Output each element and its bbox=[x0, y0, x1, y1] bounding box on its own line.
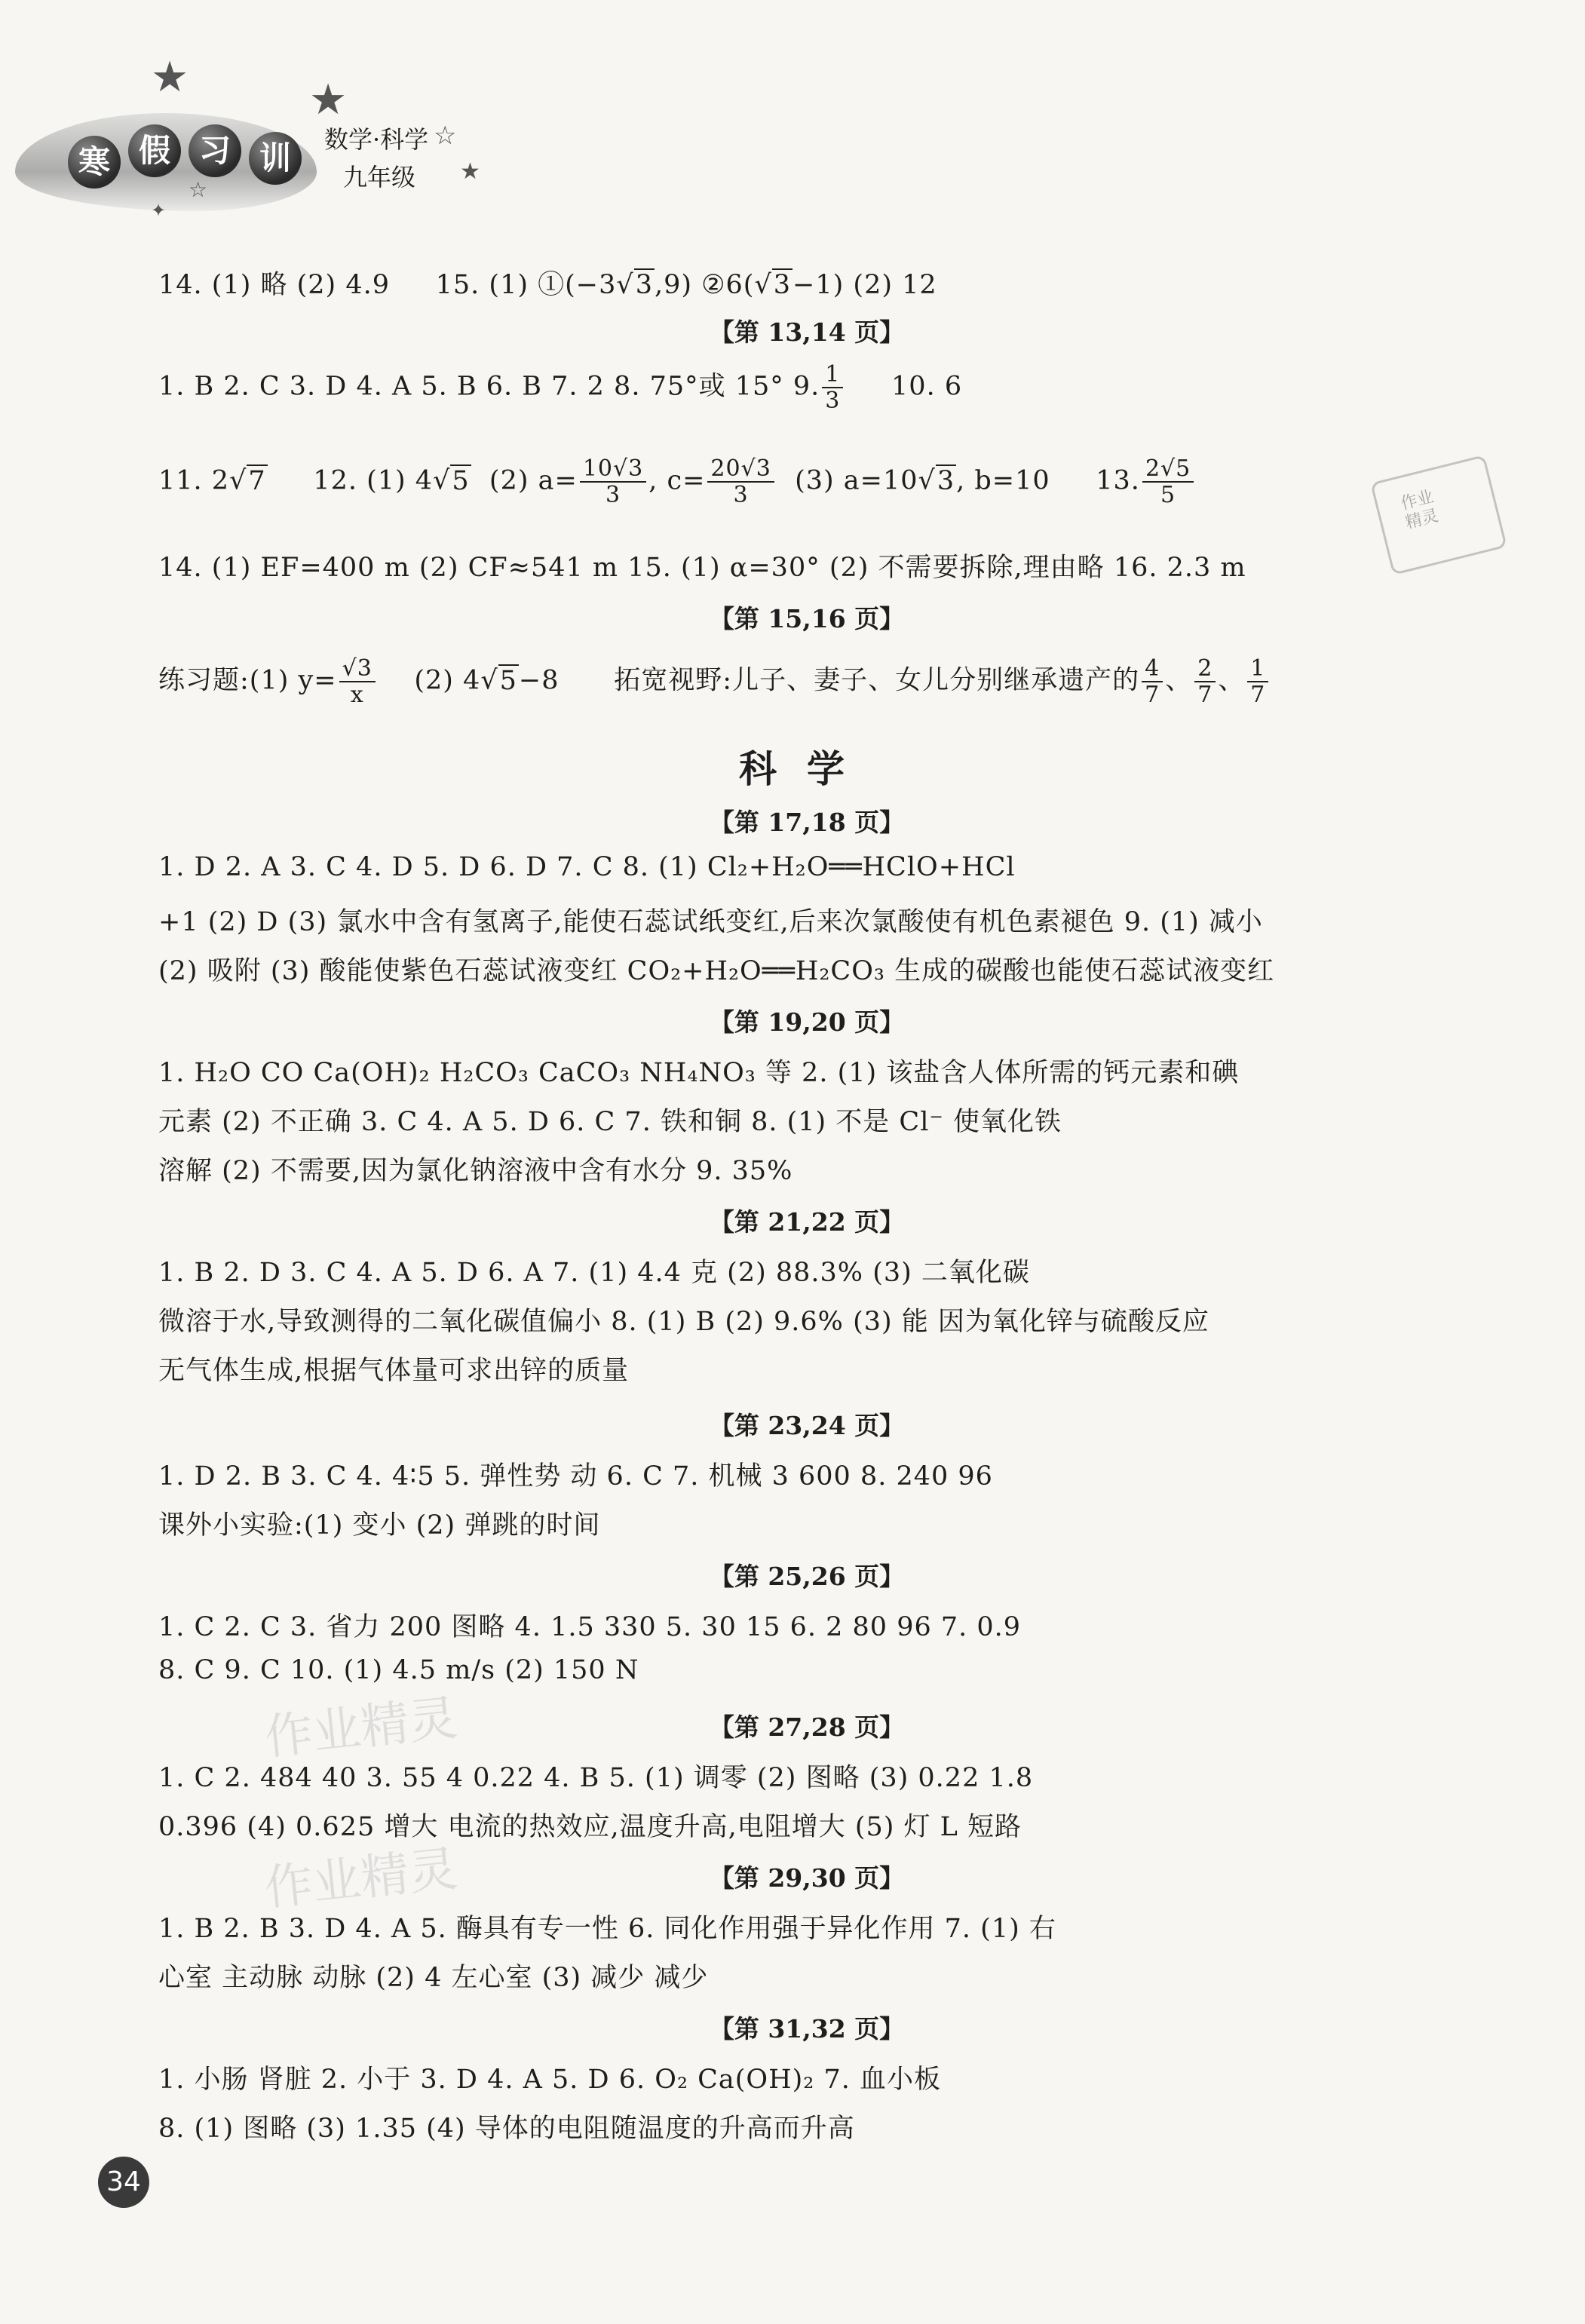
watermark: 作业精灵 bbox=[262, 1841, 460, 1918]
section-header: 【第 17,18 页】 bbox=[709, 808, 905, 837]
sci-line: (2) 吸附 (3) 酸能使紫色石蕊试液变红 CO₂+H₂O══H₂CO₃ 生成的碳酸也能使石蕊试液变红 bbox=[158, 956, 1275, 986]
star-icon: ★ bbox=[309, 75, 348, 124]
section-header: 【第 31,32 页】 bbox=[709, 2014, 905, 2043]
section-header: 【第 13,14 页】 bbox=[709, 317, 905, 347]
star-icon: ☆ bbox=[434, 121, 457, 151]
sci-line: 1. 小肠 肾脏 2. 小于 3. D 4. A 5. D 6. O₂ Ca(OH)₂ 7. 血小板 bbox=[158, 2065, 941, 2095]
badge-4: 训 bbox=[249, 132, 302, 185]
section-header: 【第 19,20 页】 bbox=[709, 1007, 905, 1037]
watermark: 作业精灵 bbox=[262, 1690, 460, 1767]
math-line-3: 11. 2√7 12. (1) 4√5 (2) a= $\frac{10√3}{3}$ , c= $\frac{20√3}{3}$ (3) a=10√3, b=10 13. $\frac{2√5}{5}$ bbox=[158, 456, 1196, 507]
sci-line: 心室 主动脉 动脉 (2) 4 左心室 (3) 减少 减少 bbox=[158, 1963, 709, 1993]
stamp-text: 作业 精灵 bbox=[1399, 487, 1441, 533]
math-line-5: 练习题:(1) y= $\frac{√3}{x}$ (2) 4√5−8 拓宽视野:儿子、妻子、女儿分别继承遗产的 $\frac{4}{7}$ 、 $\frac{2}{7}$ 、 $\frac{1}{7}$ bbox=[158, 656, 1271, 707]
math-line-1: 14. (1) 略 (2) 4.9 15. (1) ①(−3√3,9) ②6(√3−1) (2) 12 bbox=[158, 270, 937, 300]
badge-2: 假 bbox=[128, 124, 181, 177]
section-header: 【第 27,28 页】 bbox=[709, 1712, 905, 1742]
sci-line: 无气体生成,根据气体量可求出锌的质量 bbox=[158, 1356, 630, 1386]
header-grade: 九年级 bbox=[343, 163, 416, 192]
section-header: 【第 29,30 页】 bbox=[709, 1863, 905, 1893]
sci-line: 1. D 2. A 3. C 4. D 5. D 6. D 7. C 8. (1) Cl₂+H₂O══HClO+HCl bbox=[158, 852, 1016, 882]
sci-line: 微溶于水,导致测得的二氧化碳值偏小 8. (1) B (2) 9.6% (3) 能 因为氧化锌与硫酸反应 bbox=[158, 1307, 1209, 1337]
sci-line: 1. B 2. B 3. D 4. A 5. 酶具有专一性 6. 同化作用强于异化作用 7. (1) 右 bbox=[158, 1914, 1056, 1944]
header-subject: 数学·科学 bbox=[324, 125, 429, 154]
star-icon: ★ bbox=[151, 53, 189, 102]
sci-line: 0.396 (4) 0.625 增大 电流的热效应,温度升高,电阻增大 (5) 灯 L 短路 bbox=[158, 1812, 1022, 1842]
section-header: 【第 15,16 页】 bbox=[709, 604, 905, 633]
sci-line: 8. C 9. C 10. (1) 4.5 m/s (2) 150 N bbox=[158, 1655, 639, 1685]
math-line-2: 1. B 2. C 3. D 4. A 5. B 6. B 7. 2 8. 75°或 15° 9. $\frac{1}{3}$ 10. 6 bbox=[158, 361, 963, 414]
sci-line: 溶解 (2) 不需要,因为氯化钠溶液中含有水分 9. 35% bbox=[158, 1156, 793, 1186]
sci-line: +1 (2) D (3) 氯水中含有氢离子,能使石蕊试纸变红,后来次氯酸使有机色素褪色 9. (1) 减小 bbox=[158, 907, 1263, 937]
page-number: 34 bbox=[98, 2157, 149, 2208]
math-line-4: 14. (1) EF=400 m (2) CF≈541 m 15. (1) α=30° (2) 不需要拆除,理由略 16. 2.3 m bbox=[158, 553, 1246, 583]
sci-line: 1. C 2. C 3. 省力 200 图略 4. 1.5 330 5. 30 15 6. 2 80 96 7. 0.9 bbox=[158, 1612, 1022, 1642]
sci-line: 课外小实验:(1) 变小 (2) 弹跳的时间 bbox=[158, 1510, 601, 1541]
sci-line: 8. (1) 图略 (3) 1.35 (4) 导体的电阻随温度的升高而升高 bbox=[158, 2114, 855, 2144]
sci-line: 1. C 2. 484 40 3. 55 4 0.22 4. B 5. (1) 调零 (2) 图略 (3) 0.22 1.8 bbox=[158, 1763, 1034, 1793]
section-header: 【第 23,24 页】 bbox=[709, 1411, 905, 1440]
star-icon: ✦ bbox=[151, 200, 167, 221]
sci-line: 1. H₂O CO Ca(OH)₂ H₂CO₃ CaCO₃ NH₄NO₃ 等 2. (1) 该盐含人体所需的钙元素和碘 bbox=[158, 1058, 1240, 1088]
badge-1: 寒 bbox=[68, 136, 121, 189]
star-icon: ★ bbox=[460, 158, 480, 185]
sci-line: 1. B 2. D 3. C 4. A 5. D 6. A 7. (1) 4.4 克 (2) 88.3% (3) 二氧化碳 bbox=[158, 1258, 1030, 1288]
section-header: 【第 21,22 页】 bbox=[709, 1207, 905, 1237]
stamp-logo bbox=[1370, 455, 1507, 575]
sci-line: 1. D 2. B 3. C 4. 4∶5 5. 弹性势 动 6. C 7. 机械 3 600 8. 240 96 bbox=[158, 1461, 993, 1492]
sci-line: 元素 (2) 不正确 3. C 4. A 5. D 6. C 7. 铁和铜 8. (1) 不是 Cl⁻ 使氧化铁 bbox=[158, 1107, 1062, 1137]
section-header: 【第 25,26 页】 bbox=[709, 1562, 905, 1591]
star-icon: ☆ bbox=[189, 177, 208, 202]
subject-title-science: 科学 bbox=[739, 747, 875, 791]
badge-3: 习 bbox=[189, 124, 241, 177]
